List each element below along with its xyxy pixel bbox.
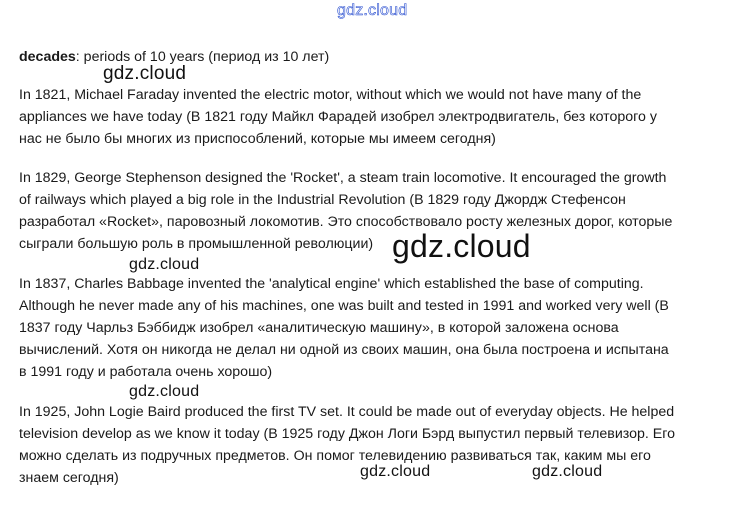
- paragraph-line: 1837 году Чарльз Бэббидж изобрел «аналитическую машину», в которой заложена основа: [19, 320, 619, 336]
- watermark: gdz.cloud: [103, 63, 187, 84]
- watermark: gdz.cloud: [360, 463, 431, 480]
- paragraph-line: нас не было бы многих из приспособлений, которые мы имеем сегодня): [19, 131, 496, 147]
- paragraph-line: Although he never made any of his machines, one was built and tested in 1991 and worked very well (В: [19, 298, 669, 314]
- watermark: gdz.cloud: [532, 463, 603, 480]
- paragraph-faraday: [19, 84, 725, 150]
- paragraph-line: In 1821, Michael Faraday invented the electric motor, without which we would not have many of the: [19, 87, 642, 103]
- paragraph-line: In 1837, Charles Babbage invented the 'analytical engine' which established the base of computing.: [19, 276, 644, 292]
- definition-text: : periods of 10 years (период из 10 лет): [75, 49, 330, 65]
- paragraph-line: of railways which played a big role in the Industrial Revolution (В 1829 году Джордж Стефенсон: [19, 192, 626, 208]
- watermark: gdz.cloud: [392, 228, 531, 264]
- paragraph-babbage: [19, 273, 725, 383]
- watermark: gdz.cloud: [129, 256, 200, 273]
- paragraph-stephenson: [19, 167, 725, 255]
- watermark-top: gdz.cloud: [337, 2, 408, 19]
- paragraph-line: In 1925, John Logie Baird produced the first TV set. It could be made out of everyday objects. He helped: [19, 404, 675, 420]
- paragraph-line: в 1991 году и работала очень хорошо): [19, 364, 273, 380]
- watermark: gdz.cloud: [129, 383, 200, 400]
- paragraph-line: сыграли большую роль в промышленной революции): [19, 236, 374, 252]
- paragraph-line: знаем сегодня): [19, 470, 119, 486]
- paragraph-line: In 1829, George Stephenson designed the 'Rocket', a steam train locomotive. It encouraged the growth: [19, 170, 667, 186]
- paragraph-line: разработал «Rocket», паровозный локомотив. Это способствовало росту железных дорог, которые: [19, 214, 673, 230]
- paragraph-line: можно сделать из подручных предметов. Он помог телевидению развиваться так, каким мы его: [19, 448, 651, 464]
- definition-term: decades: [19, 49, 76, 65]
- paragraph-line: appliances we have today (В 1821 году Майкл Фарадей изобрел электродвигатель, без которого у: [19, 109, 657, 125]
- paragraph-line: вычислений. Хотя он никогда не делал ни одной из своих машин, она была построена и испытана: [19, 342, 669, 358]
- paragraph-line: television develop as we know it today (В 1925 году Джон Логи Бэрд выпустил первый телевизор. Его: [19, 426, 675, 442]
